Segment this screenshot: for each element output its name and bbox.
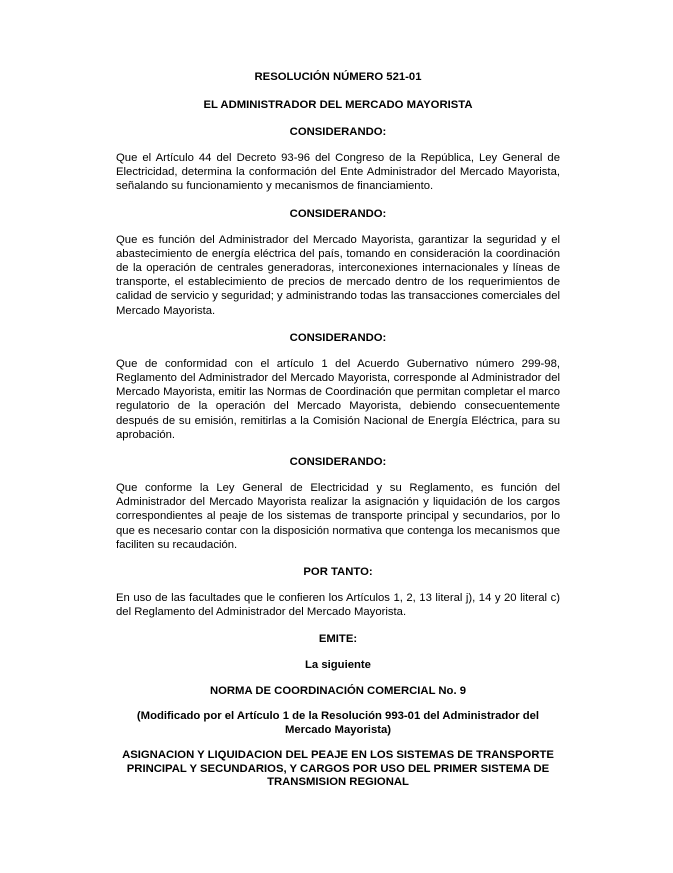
considerando-paragraph-3: Que de conformidad con el artículo 1 del Acuerdo Gubernativo número 299-98, Reglamento del Administrador del Mercado Mayorista, corresponde al Administrador del Mercado Mayorista, emitir las Normas de Coordinación que permitan completar el marco regulatorio de la operación del Mercado Mayorista, debiendo consecuentemente después de su emisión, remitirlas a la Comisión Nacional de Energía Eléctrica, para su aprobación. bbox=[116, 357, 560, 441]
norma-title: NORMA DE COORDINACIÓN COMERCIAL No. 9 bbox=[209, 685, 467, 698]
considerando-heading-4: CONSIDERANDO: bbox=[289, 456, 387, 469]
considerando-heading-2: CONSIDERANDO: bbox=[289, 207, 387, 220]
la-siguiente-heading: La siguiente bbox=[305, 659, 371, 672]
por-tanto-heading: POR TANTO: bbox=[303, 566, 373, 579]
subject-heading: ASIGNACION Y LIQUIDACION DEL PEAJE EN LOS SISTEMAS DE TRANSPORTE PRINCIPAL Y SECUNDARIOS, Y CARGOS POR USO DEL PRIMER SISTEMA DE TRANSMISION REGIONAL bbox=[122, 749, 554, 789]
considerando-paragraph-4: Que conforme la Ley General de Electricidad y su Reglamento, es función del Administrador del Mercado Mayorista realizar la asignación y liquidación de los cargos correspondientes al peaje de los sistemas de transporte principal y secundarios, por lo que es necesario contar con la disposición normativa que contenga los mecanismos que faciliten su recaudación. bbox=[116, 482, 560, 551]
considerando-heading-1: CONSIDERANDO: bbox=[289, 126, 387, 138]
document-page bbox=[116, 70, 560, 790]
issuer-heading: EL ADMINISTRADOR DEL MERCADO MAYORISTA bbox=[203, 99, 473, 111]
resolution-title: RESOLUCIÓN NÚMERO 521-01 bbox=[254, 71, 422, 83]
considerando-paragraph-2: Que es función del Administrador del Mercado Mayorista, garantizar la seguridad y el abastecimiento de energía eléctrica del país, tomando en consideración la coordinación de la operación de centrales generadoras, interconexiones internacionales y líneas de transporte, el establecimiento de precios de mercado dentro de los requerimientos de calidad de servicio y seguridad; y administrando todas las transacciones comerciales del Mercado Mayorista. bbox=[116, 233, 560, 317]
emite-heading: EMITE: bbox=[318, 633, 358, 646]
por-tanto-paragraph: En uso de las facultades que le confieren los Artículos 1, 2, 13 literal j), 14 y 20 literal c) del Reglamento del Administrador del Mercado Mayorista. bbox=[116, 592, 560, 619]
considerando-heading-3: CONSIDERANDO: bbox=[289, 331, 387, 344]
considerando-paragraph-1: Que el Artículo 44 del Decreto 93-96 del Congreso de la República, Ley General de Electricidad, determina la conformación del Ente Administrador del Mercado Mayorista, señalando su funcionamiento y mecanismos de financiamiento. bbox=[116, 152, 560, 193]
modification-note: (Modificado por el Artículo 1 de la Resolución 993-01 del Administrador del Mercado Mayorista) bbox=[136, 710, 540, 736]
